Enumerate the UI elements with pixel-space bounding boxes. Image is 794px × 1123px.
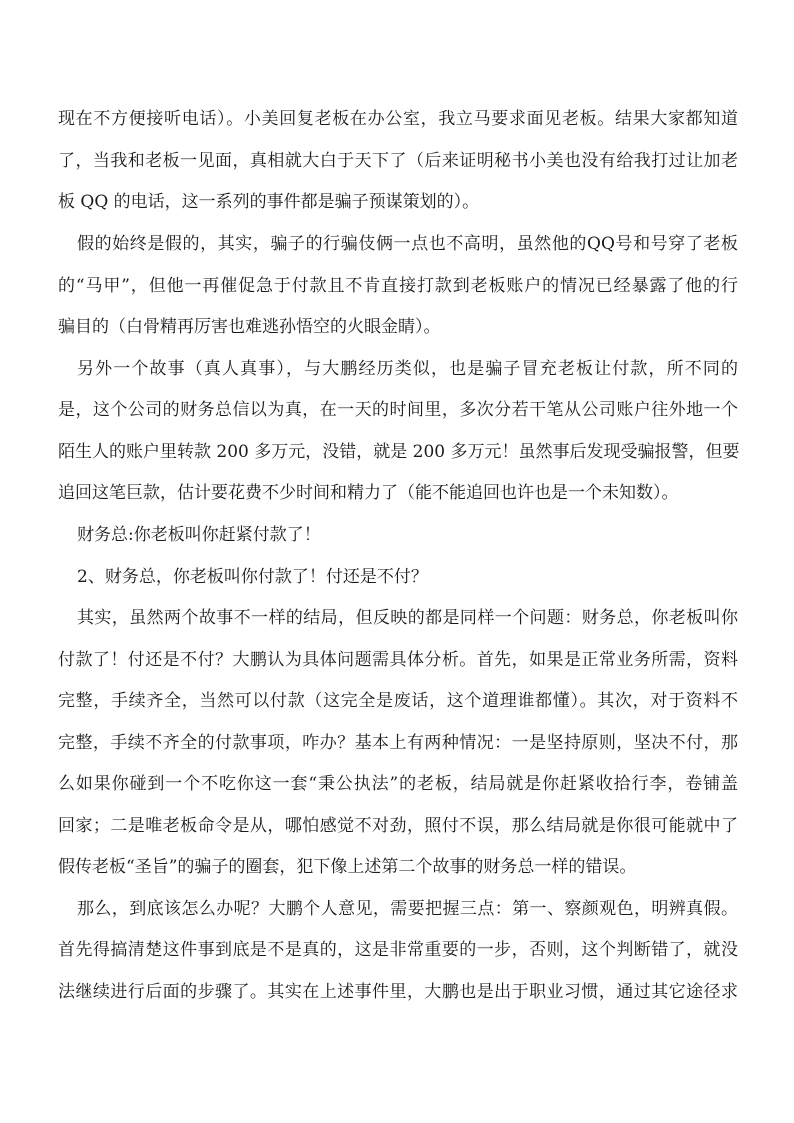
text-line: 了，当我和老板一见面，真相就大白于天下了（后来证明秘书小美也没有给我打过让加老 [58, 151, 738, 171]
text-line: 陌生人的账户里转款 200 多万元，没错，就是 200 多万元！虽然事后发现受骗报警，但要 [58, 442, 740, 462]
text-line: 2、财务总，你老板叫你付款了！付还是不付？ [77, 567, 428, 587]
text-line: 回家；二是唯老板命令是从，哪怕感觉不对劲，照付不误，那么结局就是你很可能就中了 [58, 816, 738, 836]
text-line: 财务总:你老板叫你赶紧付款了！ [77, 525, 321, 545]
text-line: 骗目的（白骨精再厉害也难逃孙悟空的火眼金睛）。 [58, 317, 441, 337]
text-line: 另外一个故事（真人真事），与大鹏经历类似，也是骗子冒充老板让付款，所不同的 [77, 359, 738, 379]
text-line: 板 QQ 的电话，这一系列的事件都是骗子预谋策划的）。 [58, 192, 480, 212]
text-line: 首先得搞清楚这件事到底是不是真的，这是非常重要的一步，否则，这个判断错了，就没 [58, 940, 738, 960]
text-line: 付款了！付还是不付？大鹏认为具体问题需具体分析。首先，如果是正常业务所需，资料 [58, 650, 738, 670]
text-line: 假的始终是假的，其实，骗子的行骗伎俩一点也不高明，虽然他的QQ号和号穿了老板 [77, 234, 738, 254]
text-line: 现在不方便接听电话）。小美回复老板在办公室，我立马要求面见老板。结果大家都知道 [58, 109, 738, 129]
text-line: 那么，到底该怎么办呢？大鹏个人意见，需要把握三点：第一、察颜观色，明辨真假。 [77, 899, 738, 919]
text-line: 追回这笔巨款，估计要花费不少时间和精力了（能不能追回也许也是一个未知数）。 [58, 483, 679, 503]
text-line: 完整，手续不齐全的付款事项，咋办？基本上有两种情况：一是坚持原则，坚决不付，那 [58, 733, 738, 753]
text-line: 法继续进行后面的步骤了。其实在上述事件里，大鹏也是出于职业习惯，通过其它途径求 [58, 982, 738, 1002]
text-line: 么如果你碰到一个不吃你这一套“秉公执法”的老板，结局就是你赶紧收拾行李，卷铺盖 [58, 774, 738, 794]
text-line: 其实，虽然两个故事不一样的结局，但反映的都是同样一个问题：财务总，你老板叫你 [77, 608, 738, 628]
text-line: 的“马甲”，但他一再催促急于付款且不肯直接打款到老板账户的情况已经暴露了他的行 [58, 276, 738, 296]
text-line: 是，这个公司的财务总信以为真，在一天的时间里，多次分若干笔从公司账户往外地一个 [58, 400, 738, 420]
text-line: 假传老板“圣旨”的骗子的圈套，犯下像上述第二个故事的财务总一样的错误。 [58, 857, 637, 877]
text-line: 完整，手续齐全，当然可以付款（这完全是废话，这个道理谁都懂）。其次，对于资料不 [58, 691, 738, 711]
